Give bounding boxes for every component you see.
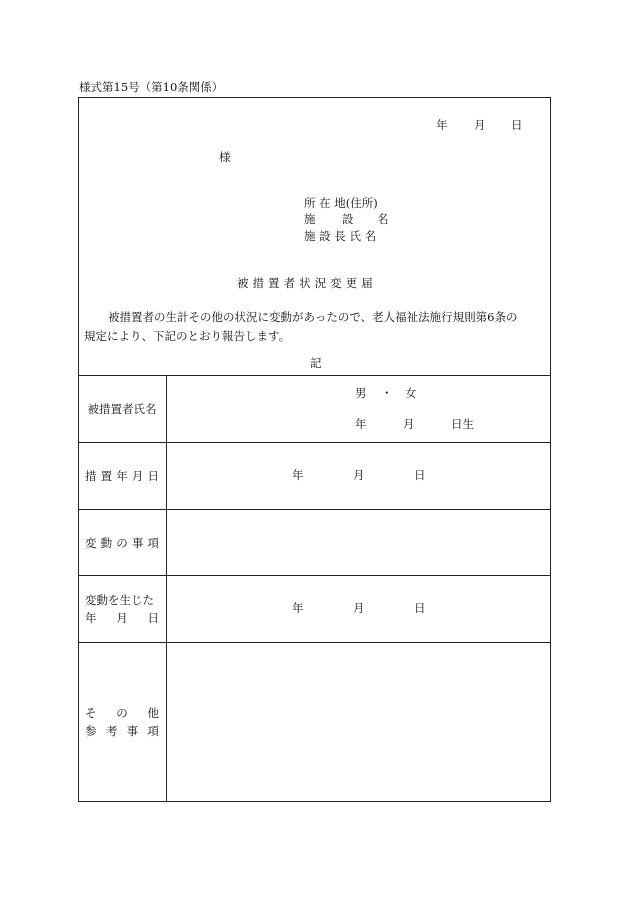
body-paragraph [84, 308, 550, 346]
placement-year: 年 [292, 468, 304, 482]
sender-facility-3: 名 [377, 212, 389, 226]
change-year: 年 [292, 601, 304, 615]
gender-female: 女 [405, 386, 417, 400]
sender-address-label: 所 在 地(住所) [304, 196, 378, 210]
name-label: 被措置者氏名 [87, 402, 157, 416]
name-label-cell [79, 376, 166, 442]
gender-dot: ・ [381, 386, 393, 400]
change-date-label-2: 年 月 日 [85, 611, 159, 625]
body-line-2: 規定により、下記のとおり報告します。 [84, 329, 291, 343]
other-label-1: そ の 他 [85, 706, 159, 720]
change-label: 変 動 の 事 項 [85, 535, 159, 550]
column-divider [166, 375, 167, 802]
placement-label-cell [79, 443, 166, 509]
change-date-label-cell [79, 576, 166, 642]
placement-label: 措 置 年 月 日 [85, 469, 159, 483]
gender-male: 男 [355, 386, 367, 400]
change-label-cell [79, 510, 166, 575]
ki-label: 記 [310, 356, 322, 370]
sender-director-label: 施 設 長 氏 名 [304, 229, 377, 243]
birth-month: 月 [403, 417, 415, 431]
change-month: 月 [353, 601, 365, 615]
sender-facility-2: 設 [342, 212, 354, 226]
sender-facility-1: 施 [304, 212, 316, 226]
document-title: 被措置者状況変更届 [237, 276, 377, 290]
date-year: 年 [436, 118, 448, 132]
birth-day: 日生 [451, 417, 474, 431]
placement-month: 月 [353, 468, 365, 482]
birth-year: 年 [355, 417, 367, 431]
date-day: 日 [511, 118, 523, 132]
body-line-1: 被措置者の生計その他の状況に変動があったので、老人福祉法施行規則第6条の [108, 310, 518, 324]
form-number: 様式第15号（第10条関係） [79, 80, 224, 94]
date-month: 月 [474, 118, 486, 132]
other-label-2: 参 考 事 項 [85, 724, 159, 738]
change-day: 日 [414, 601, 426, 615]
addressee-suffix: 様 [219, 150, 231, 164]
placement-day: 日 [414, 468, 426, 482]
other-label-cell [79, 643, 166, 801]
change-date-label-1: 変動を生じた [85, 593, 154, 607]
